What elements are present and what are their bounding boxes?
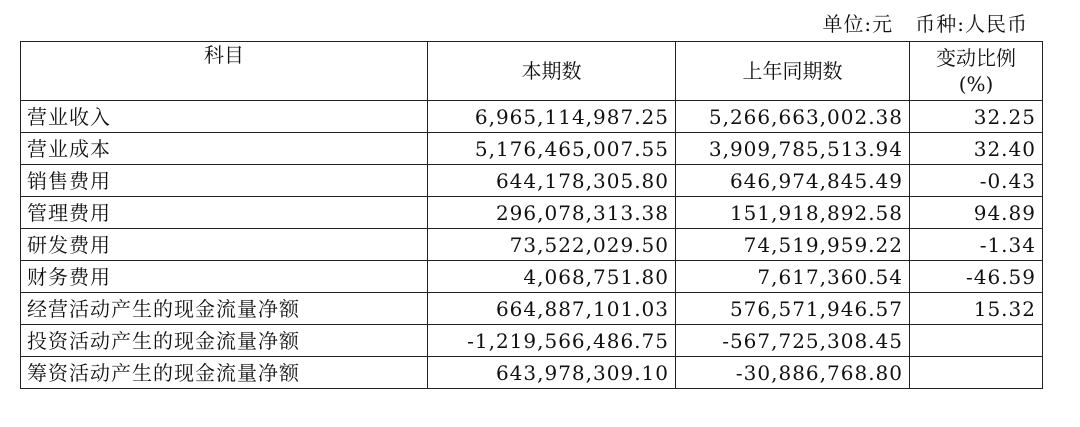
row-current-value: -1,219,566,486.75	[428, 325, 676, 357]
table-row	[21, 357, 1043, 389]
header-subject: 科目	[21, 42, 428, 101]
row-current-value: 4,068,751.80	[428, 261, 676, 293]
row-current-value: 5,176,465,007.55	[428, 133, 676, 165]
table-row	[21, 197, 1043, 229]
table-body	[21, 101, 1043, 389]
row-label: 管理费用	[21, 197, 428, 229]
row-previous-value: 151,918,892.58	[676, 197, 910, 229]
row-previous-value: -567,725,308.45	[676, 325, 910, 357]
row-label: 筹资活动产生的现金流量净额	[21, 357, 428, 389]
row-change-value	[910, 357, 1043, 389]
table-row	[21, 101, 1043, 133]
row-current-value: 644,178,305.80	[428, 165, 676, 197]
row-label: 经营活动产生的现金流量净额	[21, 293, 428, 325]
row-change-value: 32.40	[910, 133, 1043, 165]
row-previous-value: 646,974,845.49	[676, 165, 910, 197]
table-row	[21, 133, 1043, 165]
row-current-value: 664,887,101.03	[428, 293, 676, 325]
row-previous-value: 5,266,663,002.38	[676, 101, 910, 133]
row-change-value: -46.59	[910, 261, 1043, 293]
row-label: 营业成本	[21, 133, 428, 165]
row-change-value	[910, 325, 1043, 357]
unit-currency-note: 单位:元 币种:人民币	[822, 12, 1028, 36]
table-row	[21, 229, 1043, 261]
table-row	[21, 325, 1043, 357]
row-change-value: 15.32	[910, 293, 1043, 325]
header-row	[21, 42, 1043, 101]
row-label: 投资活动产生的现金流量净额	[21, 325, 428, 357]
financial-comparison-table	[20, 41, 1043, 389]
row-previous-value: 7,617,360.54	[676, 261, 910, 293]
row-label: 财务费用	[21, 261, 428, 293]
row-change-value: -1.34	[910, 229, 1043, 261]
row-current-value: 73,522,029.50	[428, 229, 676, 261]
row-label: 研发费用	[21, 229, 428, 261]
table-row	[21, 293, 1043, 325]
header-change-ratio-title: 变动比例	[936, 46, 1016, 70]
row-previous-value: 74,519,959.22	[676, 229, 910, 261]
row-label: 销售费用	[21, 165, 428, 197]
row-current-value: 296,078,313.38	[428, 197, 676, 229]
row-current-value: 643,978,309.10	[428, 357, 676, 389]
header-prior-year-period: 上年同期数	[676, 42, 910, 101]
row-change-value: 94.89	[910, 197, 1043, 229]
header-change-ratio-unit: (%)	[958, 72, 994, 96]
table-header	[21, 42, 1043, 101]
row-change-value: -0.43	[910, 165, 1043, 197]
row-previous-value: -30,886,768.80	[676, 357, 910, 389]
row-previous-value: 576,571,946.57	[676, 293, 910, 325]
row-current-value: 6,965,114,987.25	[428, 101, 676, 133]
table-row	[21, 165, 1043, 197]
header-current-period: 本期数	[428, 42, 676, 101]
row-label: 营业收入	[21, 101, 428, 133]
header-change-ratio	[910, 42, 1043, 101]
row-change-value: 32.25	[910, 101, 1043, 133]
table-row	[21, 261, 1043, 293]
row-previous-value: 3,909,785,513.94	[676, 133, 910, 165]
